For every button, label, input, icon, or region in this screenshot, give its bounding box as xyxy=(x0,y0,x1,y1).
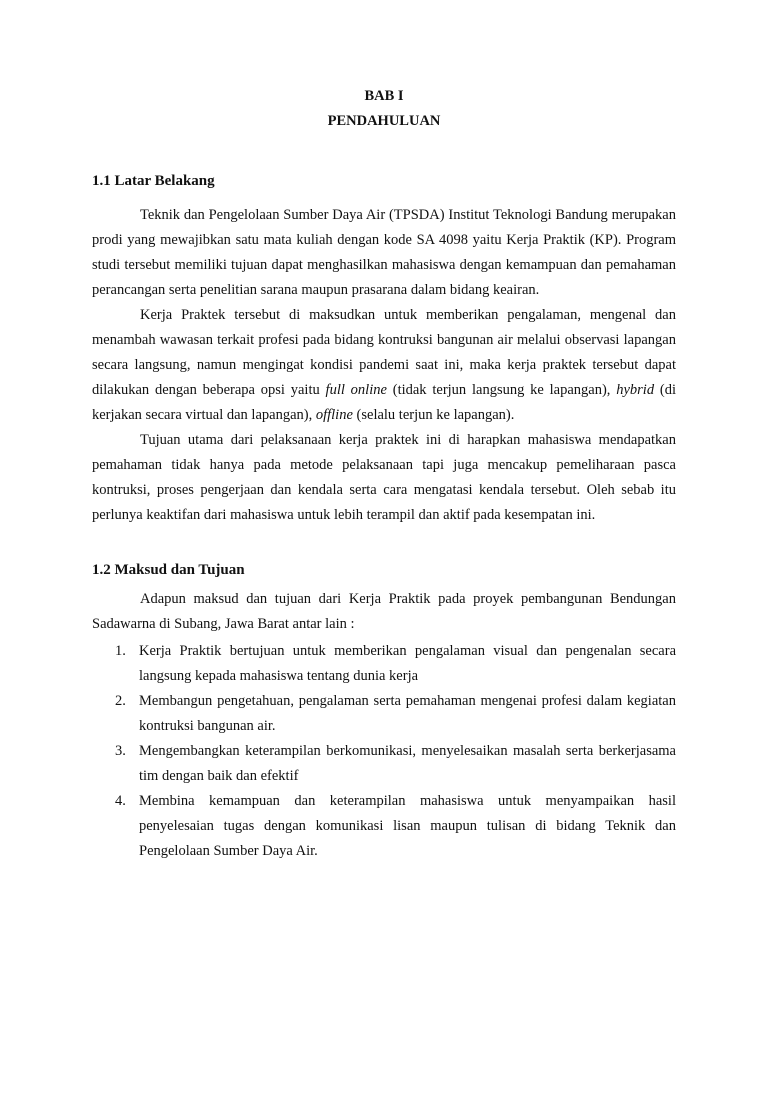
paragraph-2-text-c: (di kerjakan secara virtual dan lapangan), xyxy=(92,382,676,423)
paragraph-1: Teknik dan Pengelolaan Sumber Daya Air (TPSDA) Institut Teknologi Bandung merupakan prodi yang mewajibkan satu mata kuliah dengan kode SA 4098 yaitu Kerja Praktik (KP). Program studi tersebut memiliki tujuan dapat menghasilkan mahasiswa dengan kemampuan dan pemahaman perancangan serta penelitian sarana maupun prasarana dalam bidang keairan. xyxy=(92,207,676,298)
list-item-text: Membina kemampuan dan keterampilan mahasiswa untuk menyampaikan hasil penyelesaian tugas dengan komunikasi lisan maupun tulisan di bidang Teknik dan Pengelolaan Sumber Daya Air. xyxy=(139,793,676,859)
list-item xyxy=(92,639,676,689)
list-item-number: 3. xyxy=(115,743,126,759)
list-item xyxy=(92,739,676,789)
list-item-number: 2. xyxy=(115,693,126,709)
document-page xyxy=(0,84,768,1108)
list-item xyxy=(92,689,676,739)
paragraph-2-text-a: Kerja Praktek tersebut di maksudkan untuk memberikan pengalaman, mengenal dan menambah wawasan terkait profesi pada bidang kontruksi bangunan air melalui observasi lapangan secara langsung, namun mengingat kondisi pandemi saat ini, maka kerja praktek tersebut dapat dilakukan dengan beberapa opsi yaitu xyxy=(92,307,676,398)
section-heading-latar-belakang: 1.1 Latar Belakang xyxy=(92,173,215,189)
list-item-number: 1. xyxy=(115,643,126,659)
list-item xyxy=(92,789,676,864)
paragraph-intro: Adapun maksud dan tujuan dari Kerja Praktik pada proyek pembangunan Bendungan Sadawarna di Subang, Jawa Barat antar lain : xyxy=(92,591,676,632)
list-item-text: Kerja Praktik bertujuan untuk memberikan pengalaman visual dan pengenalan secara langsung kepada mahasiswa tentang dunia kerja xyxy=(139,643,676,684)
section-heading-maksud-tujuan: 1.2 Maksud dan Tujuan xyxy=(92,562,245,578)
objectives-list xyxy=(92,639,676,864)
paragraph-3: Tujuan utama dari pelaksanaan kerja praktek ini di harapkan mahasiswa mendapatkan pemahaman tidak hanya pada metode pelaksanaan tapi juga mencakup pemeliharaan pasca kontruksi, proses pengerjaan dan kendala serta cara mengatasi kendala tersebut. Oleh sebab itu perlunya keaktifan dari mahasiswa untuk lebih terampil dan aktif pada kesempatan ini. xyxy=(92,432,676,523)
paragraph-2-text-b: (tidak terjun langsung ke lapangan), xyxy=(386,382,617,398)
paragraph-2-em-hybrid: hybrid xyxy=(616,382,655,398)
list-item-text: Membangun pengetahuan, pengalaman serta pemahaman mengenai profesi dalam kegiatan kontruksi bangunan air. xyxy=(139,693,676,734)
chapter-title: PENDAHULUAN xyxy=(327,113,441,129)
paragraph-2-em-full-online: full online xyxy=(325,382,387,398)
paragraph-2-text-d: (selalu terjun ke lapangan). xyxy=(352,407,515,423)
chapter-number: BAB I xyxy=(364,88,404,104)
paragraph-2-em-offline: offline xyxy=(315,407,353,423)
list-item-number: 4. xyxy=(115,793,126,809)
list-item-text: Mengembangkan keterampilan berkomunikasi, menyelesaikan masalah serta berkerjasama tim dengan baik dan efektif xyxy=(139,743,676,784)
paragraph-2 xyxy=(92,303,676,428)
